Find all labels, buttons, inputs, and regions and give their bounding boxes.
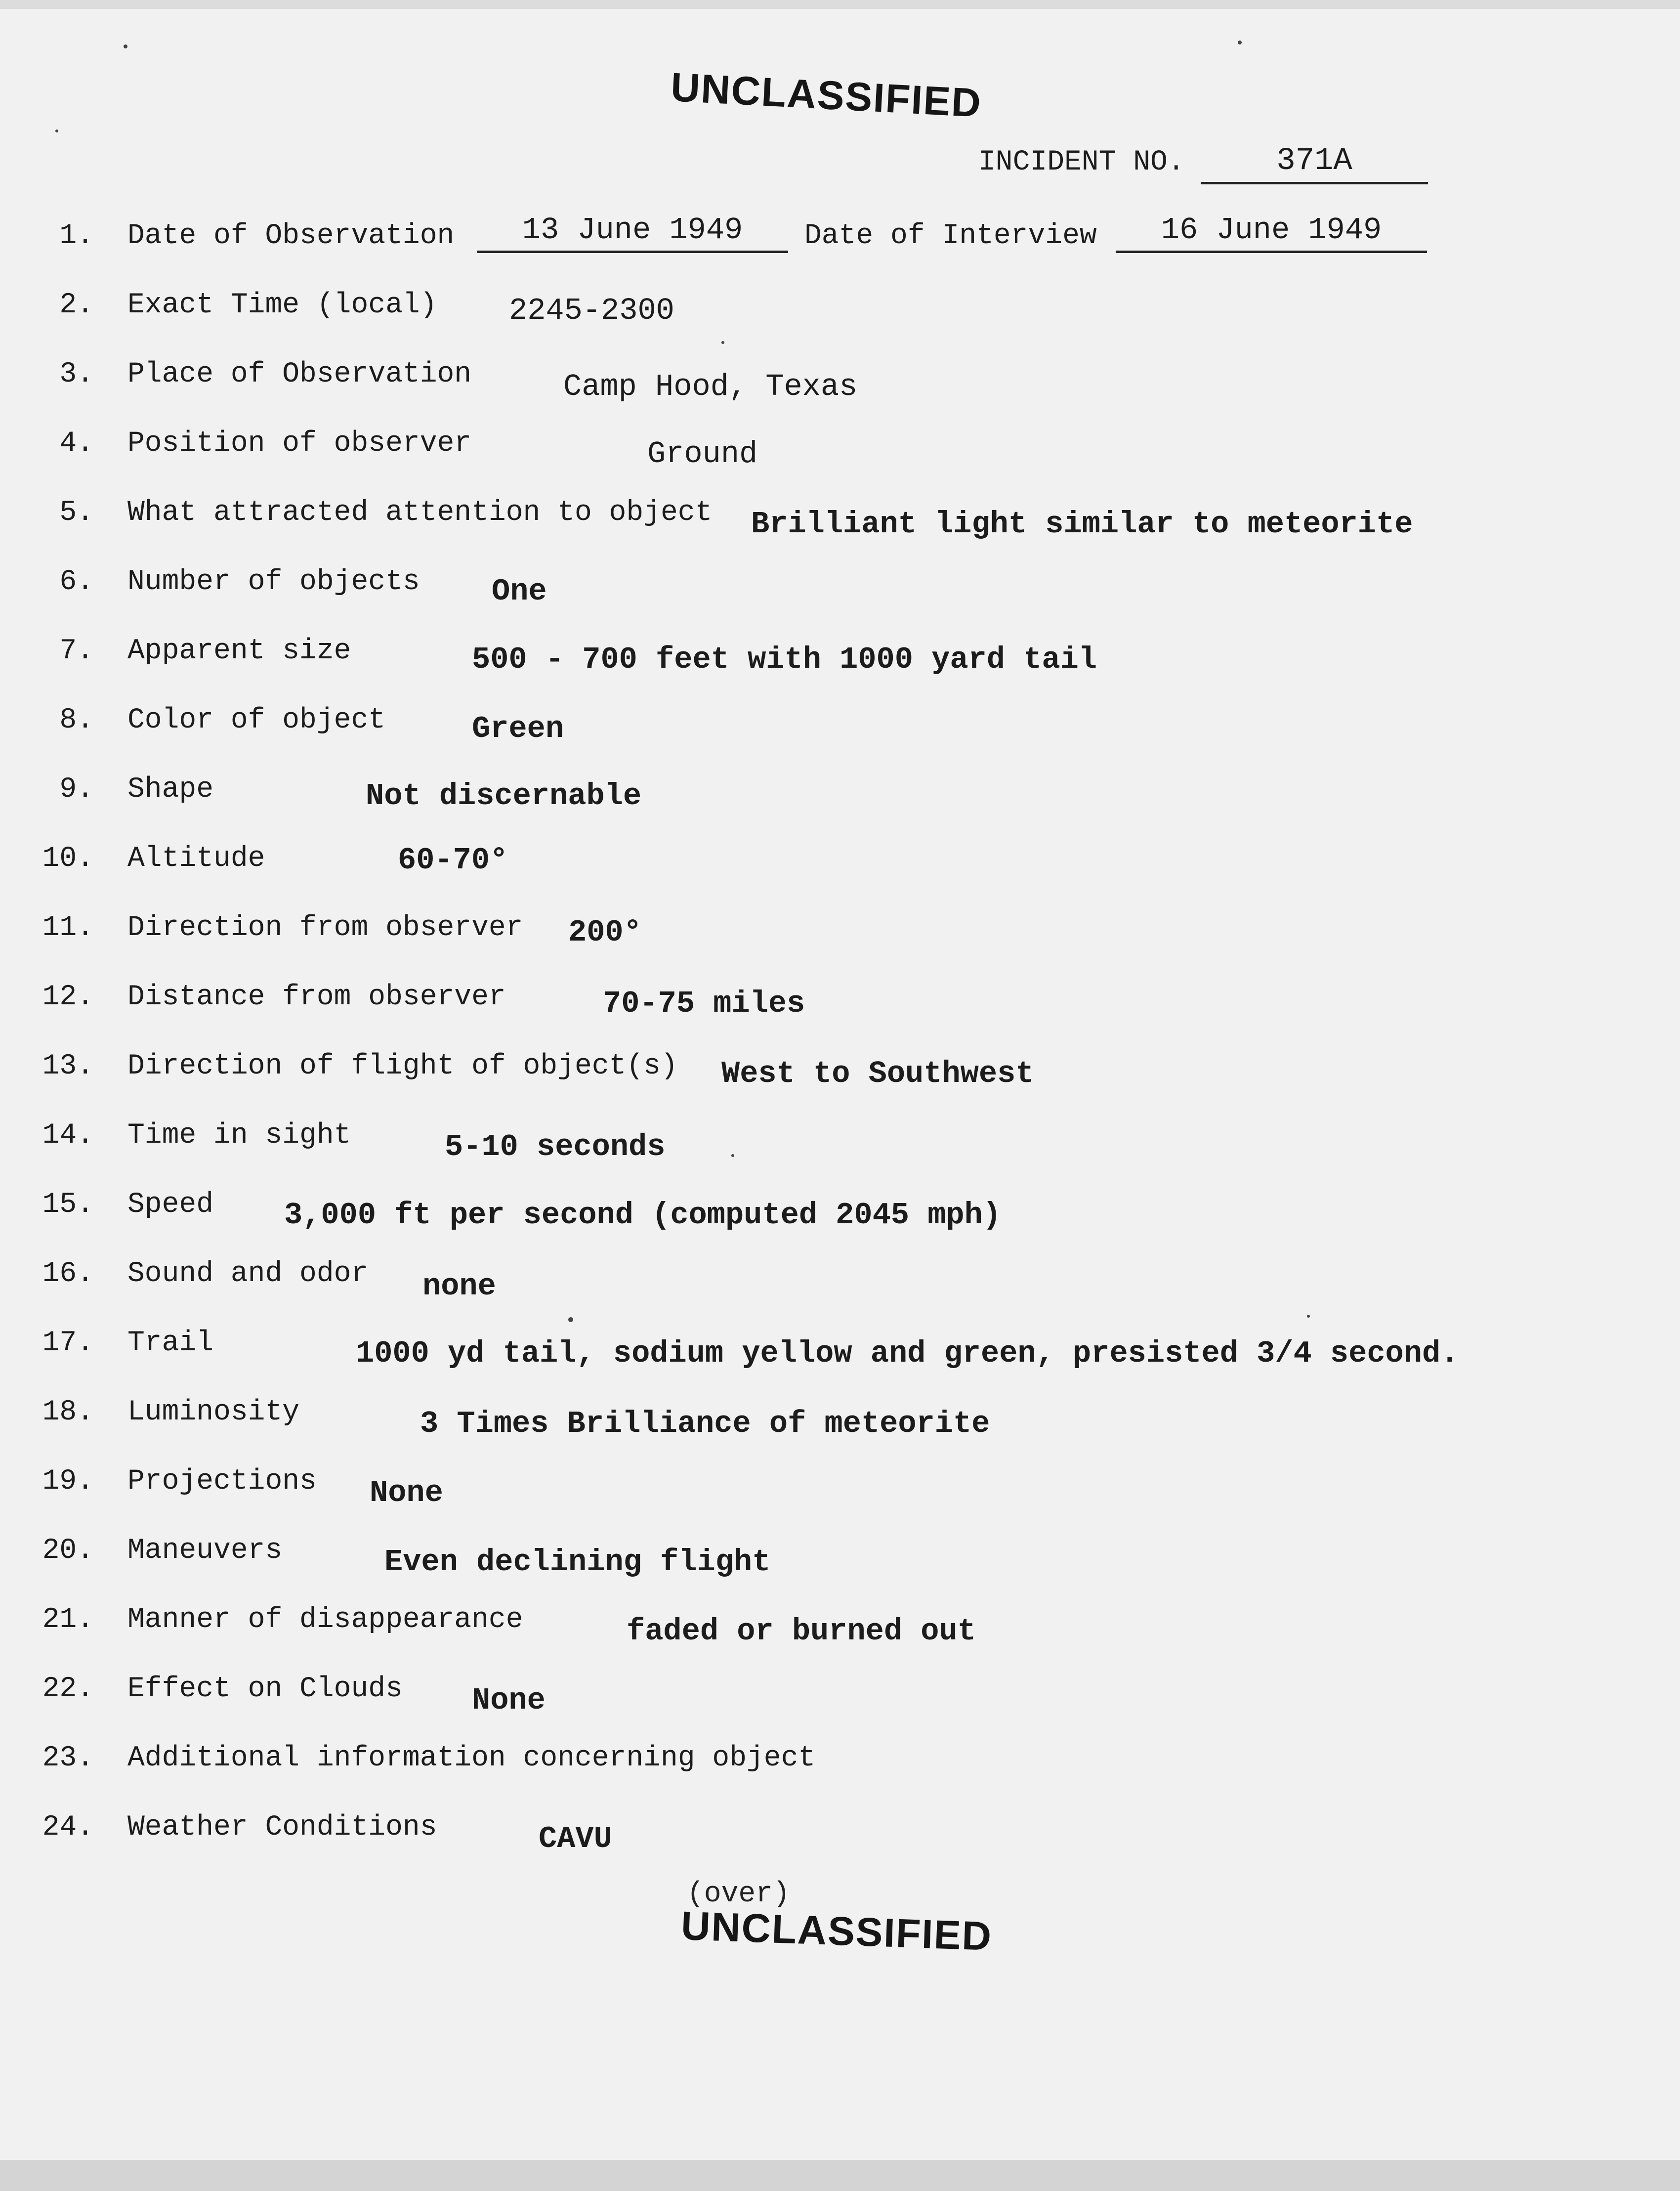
item-number: 3. xyxy=(59,358,94,390)
item-label: Effect on Clouds xyxy=(127,1673,403,1705)
item-number: 12. xyxy=(42,981,94,1013)
classification-stamp-top: UNCLASSIFIED xyxy=(670,64,983,126)
item-number: 22. xyxy=(42,1673,94,1705)
date-of-interview-label: Date of Interview xyxy=(804,220,1097,252)
item-label: Additional information concerning object xyxy=(127,1742,816,1774)
scan-speck xyxy=(1307,1315,1310,1318)
item-value: Brilliant light similar to meteorite xyxy=(751,507,1413,542)
item-label: Direction from observer xyxy=(127,912,523,944)
item-label: Position of observer xyxy=(127,428,472,460)
item-label: Trail xyxy=(127,1327,214,1359)
item-number: 14. xyxy=(42,1119,94,1152)
item-label: Place of Observation xyxy=(127,358,472,390)
item-label: Distance from observer xyxy=(127,981,506,1013)
date-of-observation-value: 13 June 1949 xyxy=(477,213,788,253)
item-value: 500 - 700 feet with 1000 yard tail xyxy=(472,642,1097,677)
item-label: Color of object xyxy=(127,704,386,736)
item-value: faded or burned out xyxy=(627,1614,976,1649)
item-value: none xyxy=(422,1269,496,1304)
item-value: 5-10 seconds xyxy=(445,1129,666,1164)
item-label: Luminosity xyxy=(127,1396,300,1428)
item-value: 2245-2300 xyxy=(509,293,674,328)
item-label: Exact Time (local) xyxy=(127,289,437,321)
item-number: 19. xyxy=(42,1465,94,1498)
item-label: Shape xyxy=(127,773,214,806)
item-number: 17. xyxy=(42,1327,94,1359)
item-number: 1. xyxy=(59,220,94,252)
item-number: 16. xyxy=(42,1258,94,1290)
item-number: 10. xyxy=(42,843,94,875)
item-number: 11. xyxy=(42,912,94,944)
scan-edge-top xyxy=(0,0,1680,9)
item-number: 5. xyxy=(59,497,94,529)
item-value: Camp Hood, Texas xyxy=(563,369,858,404)
item-value: CAVU xyxy=(539,1821,612,1856)
item-value: 1000 yd tail, sodium yellow and green, presisted 3/4 second. xyxy=(356,1336,1459,1371)
item-label: Sound and odor xyxy=(127,1258,369,1290)
item-label: What attracted attention to object xyxy=(127,497,713,529)
date-of-interview-value: 16 June 1949 xyxy=(1116,213,1427,253)
item-number: 24. xyxy=(42,1811,94,1844)
scan-speck xyxy=(1238,41,1242,44)
item-label: Altitude xyxy=(127,843,265,875)
item-number: 18. xyxy=(42,1396,94,1428)
scan-speck xyxy=(731,1154,734,1157)
scan-speck xyxy=(721,341,724,344)
scan-edge-bottom xyxy=(0,2160,1680,2191)
incident-label: INCIDENT NO. xyxy=(978,146,1185,178)
item-number: 8. xyxy=(59,704,94,736)
scan-speck xyxy=(124,44,127,48)
item-number: 15. xyxy=(42,1189,94,1221)
incident-number: 371A xyxy=(1201,143,1428,184)
item-label: Projections xyxy=(127,1465,317,1498)
item-value: 3,000 ft per second (computed 2045 mph) xyxy=(284,1198,1002,1233)
item-label: Manner of disappearance xyxy=(127,1604,523,1636)
item-number: 13. xyxy=(42,1050,94,1082)
item-number: 4. xyxy=(59,428,94,460)
item-number: 23. xyxy=(42,1742,94,1774)
scan-speck xyxy=(568,1317,573,1322)
item-value: Ground xyxy=(647,436,758,472)
classification-stamp-bottom: UNCLASSIFIED xyxy=(680,1903,993,1959)
item-value: 60-70° xyxy=(398,843,508,878)
item-label: Direction of flight of object(s) xyxy=(127,1050,678,1082)
item-number: 6. xyxy=(59,566,94,598)
item-value: 3 Times Brilliance of meteorite xyxy=(420,1406,990,1441)
item-value: 200° xyxy=(568,915,642,950)
item-value: None xyxy=(472,1683,546,1718)
item-label: Speed xyxy=(127,1189,214,1221)
item-label: Maneuvers xyxy=(127,1535,283,1567)
item-label: Apparent size xyxy=(127,635,351,667)
scan-speck xyxy=(55,129,58,132)
item-number: 2. xyxy=(59,289,94,321)
item-number: 9. xyxy=(59,773,94,806)
item-label: Time in sight xyxy=(127,1119,351,1152)
item-number: 20. xyxy=(42,1535,94,1567)
item-value: Green xyxy=(472,711,564,746)
item-value: One xyxy=(492,574,547,609)
item-value: None xyxy=(370,1475,443,1510)
item-number: 7. xyxy=(59,635,94,667)
item-value: 70-75 miles xyxy=(603,986,805,1021)
item-label: Weather Conditions xyxy=(127,1811,437,1844)
item-label: Number of objects xyxy=(127,566,420,598)
date-of-observation-label: Date of Observation xyxy=(127,220,455,252)
item-number: 21. xyxy=(42,1604,94,1636)
item-value: Not discernable xyxy=(366,778,642,814)
over-note: (over) xyxy=(687,1878,790,1910)
item-value: West to Southwest xyxy=(721,1056,1034,1091)
item-value: Even declining flight xyxy=(384,1545,771,1580)
